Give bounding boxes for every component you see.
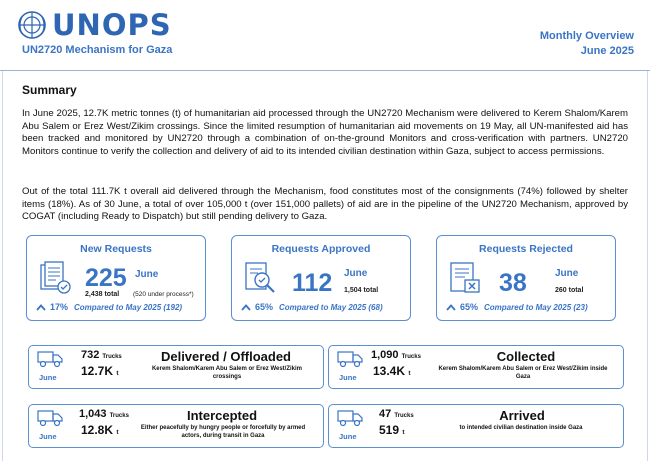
truck-count-value: 1,090 bbox=[371, 349, 399, 361]
card-under-process: (520 under process*) bbox=[133, 291, 194, 298]
requests-approved-count: 112 bbox=[292, 269, 333, 297]
box-title: Delivered / Offloaded bbox=[160, 349, 292, 364]
trend-up-icon bbox=[241, 304, 251, 311]
card-title: New Requests bbox=[80, 243, 152, 255]
requests-approved-card bbox=[231, 235, 411, 321]
truck-count-value: 47 bbox=[379, 408, 392, 420]
truck-count bbox=[379, 408, 414, 420]
truck-count bbox=[79, 408, 129, 420]
tonnes bbox=[379, 423, 405, 437]
requests-rejected-count: 38 bbox=[499, 269, 527, 297]
truck-count bbox=[81, 349, 122, 361]
overview-label: Monthly Overview bbox=[539, 30, 634, 42]
new-requests-count: 225 bbox=[85, 264, 127, 292]
truck-unit: Trucks bbox=[109, 413, 129, 419]
truck-icon bbox=[337, 409, 363, 427]
summary-heading: Summary bbox=[22, 83, 77, 97]
arrived-box bbox=[328, 404, 624, 448]
truck-icon bbox=[37, 350, 63, 368]
unops-logo bbox=[16, 10, 172, 40]
header-divider bbox=[0, 70, 650, 71]
un-emblem-icon bbox=[16, 9, 48, 41]
tonnes-value: 12.8K bbox=[81, 423, 114, 437]
tonnes-unit: t bbox=[402, 429, 405, 436]
card-month: June bbox=[135, 269, 159, 280]
trend-up-icon bbox=[36, 304, 46, 311]
card-pct: 65% bbox=[460, 302, 479, 312]
box-description: to intended civilian destination inside Gaza bbox=[459, 425, 583, 431]
truck-icon bbox=[37, 409, 63, 427]
overview-block bbox=[540, 29, 634, 59]
card-total: 260 total bbox=[555, 287, 584, 294]
tonnes-value: 13.4K bbox=[373, 364, 406, 378]
truck-count-value: 732 bbox=[81, 349, 100, 361]
box-title: Intercepted bbox=[186, 408, 258, 423]
tonnes-value: 519 bbox=[379, 423, 400, 437]
summary-paragraph-2: Out of the total 111.7K t overall aid delivered through the Mechanism, food constitutes most of the consignments (74%) followed by shelter items (18%). As of 30 June, a total of over 105,000 t (over 151,000 pallets) of aid are in the pipeline of the UN2720 Mechanism, approved by COGAT (including Ready to Dispatch) but still pending delivery to Gaza. bbox=[22, 186, 628, 223]
collected-box bbox=[328, 345, 624, 389]
card-comparison bbox=[446, 302, 588, 312]
card-comparison bbox=[36, 302, 182, 312]
tonnes-unit: t bbox=[408, 370, 411, 377]
box-description: Either peacefully by hungry people or forcefully by armed actors, during transit in Gaza bbox=[140, 425, 306, 439]
card-total: 1,504 total bbox=[344, 287, 379, 294]
document-reject-icon bbox=[447, 260, 483, 296]
box-month: June bbox=[39, 373, 57, 382]
tonnes bbox=[373, 364, 411, 378]
period-label: June 2025 bbox=[580, 45, 634, 57]
card-compare-text: Compared to May 2025 (192) bbox=[74, 303, 183, 312]
box-description: Kerem Shalom/Karem Abu Salem or Erez West/Zikim crossings bbox=[151, 366, 303, 380]
truck-icon bbox=[337, 350, 363, 368]
report-header bbox=[0, 0, 650, 72]
logo-text: UNOPS bbox=[52, 8, 172, 42]
card-month: June bbox=[344, 268, 368, 279]
box-month: June bbox=[39, 432, 57, 441]
page-frame-left bbox=[2, 71, 3, 461]
card-month: June bbox=[555, 268, 579, 279]
truck-unit: Trucks bbox=[394, 413, 414, 419]
tonnes-unit: t bbox=[116, 429, 119, 436]
card-title: Requests Rejected bbox=[479, 243, 573, 255]
intercepted-box bbox=[28, 404, 324, 448]
card-title: Requests Approved bbox=[271, 243, 371, 255]
truck-count bbox=[371, 349, 421, 361]
card-total: 2,438 total bbox=[85, 291, 120, 298]
page-frame-right bbox=[647, 71, 648, 461]
truck-unit: Trucks bbox=[102, 354, 122, 360]
delivered-box bbox=[28, 345, 324, 389]
card-comparison bbox=[241, 302, 383, 312]
tonnes-value: 12.7K bbox=[81, 364, 114, 378]
card-pct: 17% bbox=[50, 302, 69, 312]
box-month: June bbox=[339, 373, 357, 382]
box-title: Collected bbox=[496, 349, 556, 364]
box-description: Kerem Shalom/Karem Abu Salem or Erez West/Zikim inside Gaza bbox=[438, 366, 608, 380]
tonnes-unit: t bbox=[116, 370, 119, 377]
truck-count-value: 1,043 bbox=[79, 408, 107, 420]
requests-rejected-card bbox=[436, 235, 616, 321]
magnifier-check-icon bbox=[242, 260, 278, 296]
tonnes bbox=[81, 423, 119, 437]
mechanism-title: UN2720 Mechanism for Gaza bbox=[22, 44, 173, 56]
box-title: Arrived bbox=[499, 408, 545, 423]
new-requests-card bbox=[26, 235, 206, 321]
card-compare-text: Compared to May 2025 (68) bbox=[279, 303, 383, 312]
summary-paragraph-1: In June 2025, 12.7K metric tonnes (t) of humanitarian aid processed through the UN2720 Mechanism were delivered to Kerem Shalom/Karem Abu Salem or Erez West/Zikim crossings. Since the limited resumption of humanitarian aid movements on 19 May, all UN-manifested aid has been tracked and monitored by UN2720 through a combination of on-the-ground Monitors and cross-verification with partners. UN2720 Monitors continue to verify the collection and delivery of aid to its intended civilian destination within Gaza, subject to access permissions. bbox=[22, 108, 628, 157]
card-pct: 65% bbox=[255, 302, 274, 312]
document-stack-icon bbox=[37, 260, 73, 296]
box-month: June bbox=[339, 432, 357, 441]
tonnes bbox=[81, 364, 119, 378]
trend-up-icon bbox=[446, 304, 456, 311]
card-compare-text: Compared to May 2025 (23) bbox=[484, 303, 588, 312]
truck-unit: Trucks bbox=[401, 354, 421, 360]
